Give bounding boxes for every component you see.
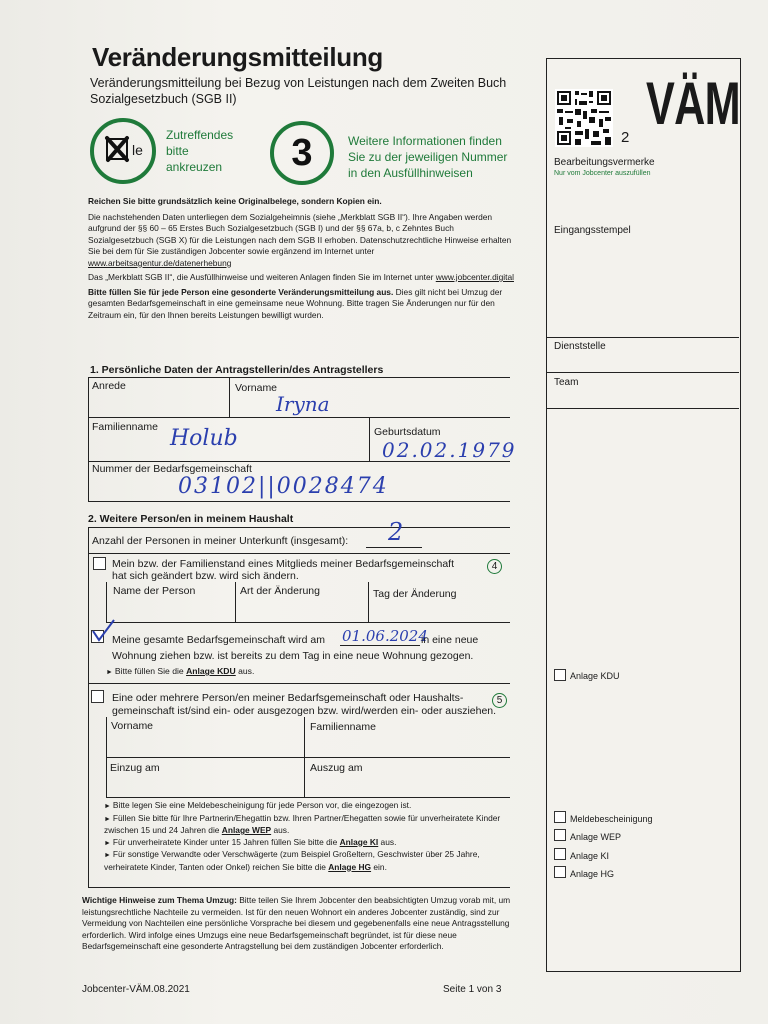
meldebescheinigung-label: Meldebescheinigung xyxy=(570,814,653,824)
bearbeitungsvermerke-label: Bearbeitungsvermerke xyxy=(554,157,655,168)
hint-item: ► Bitte legen Sie eine Meldebescheinigung für jede Person vor, die eingezogen ist. xyxy=(104,800,504,813)
einzug-am-label: Einzug am xyxy=(110,762,160,774)
familienname-label: Familienname xyxy=(92,421,158,433)
anlage-hg-checkbox[interactable] xyxy=(554,866,566,878)
hint-item: ► Für sonstige Verwandte oder Verschwägerte (zum Beispiel Großeltern, Geschwister über 25 Jahre, verheiratete Kinder, Tanten oder Onkel) reichen Sie bitte die Anlage HG ein. xyxy=(104,849,504,873)
anlage-ki-checkbox[interactable] xyxy=(554,848,566,860)
legend-number: 3 xyxy=(291,132,313,174)
anlage-wep-checkbox[interactable] xyxy=(554,829,566,841)
anlage-kdu-checkbox[interactable] xyxy=(554,669,566,681)
familienstand-checkbox[interactable] xyxy=(93,557,106,570)
bearbeitungsvermerke-note: Nur vom Jobcenter auszufüllen xyxy=(554,170,651,177)
page-subtitle: Veränderungsmitteilung bei Bezug von Leistungen nach dem Zweiten Buch Sozialgesetzbuch (SGB II) xyxy=(90,76,507,106)
anlage-hg-label: Anlage HG xyxy=(570,869,615,879)
eingangsstempel-label: Eingangsstempel xyxy=(554,225,631,236)
legend-partial-text: le xyxy=(132,142,143,158)
familienstand-text: Mein bzw. der Familienstand eines Mitglieds meiner Bedarfsgemeinschaft hat sich geändert bzw. wird sich ändern. xyxy=(112,558,454,582)
hint-list xyxy=(104,800,504,873)
intro-notice: Reichen Sie bitte grundsätzlich keine Originalbelege, sondern Kopien ein. xyxy=(88,196,382,206)
anlage-ki-label: Anlage KI xyxy=(570,851,610,861)
checkbox-legend-icon xyxy=(90,118,156,184)
bg-nummer-label: Nummer der Bedarfsgemeinschaft xyxy=(92,463,252,475)
auszug-am-label: Auszug am xyxy=(310,762,363,774)
number-legend-icon xyxy=(270,121,334,185)
anlage-ki-link[interactable]: Anlage KI xyxy=(339,836,379,847)
umzug-text-a: Meine gesamte Bedarfsgemeinschaft wird am xyxy=(112,634,326,646)
vorname-label: Vorname xyxy=(235,382,278,394)
page-digit: 2 xyxy=(621,129,630,146)
anlage-wep-link[interactable]: Anlage WEP xyxy=(221,825,272,835)
umzug-date-value[interactable]: 01.06.2024 xyxy=(342,627,428,645)
privacy-link[interactable]: www.arbeitsagentur.de/datenerhebung xyxy=(88,257,232,268)
jobcenter-link[interactable]: www.jobcenter.digital xyxy=(435,272,514,282)
hint-item: ► Füllen Sie bitte für Ihre Partnerin/Ehegattin bzw. Ihren Partner/Ehegatten sowie für unverheiratete Kinder zwischen 15 und 24 Jahren die Anlage WEP aus. xyxy=(104,813,504,837)
merkblatt-text: Das „Merkblatt SGB II“, die Ausfüllhinweise und weiteren Anlagen finden Sie im Internet unter xyxy=(88,272,434,282)
einzug-checkbox[interactable] xyxy=(91,690,104,703)
name-person-label: Name der Person xyxy=(113,585,196,597)
geburtsdatum-label: Geburtsdatum xyxy=(374,426,441,438)
anrede-label: Anrede xyxy=(92,380,126,392)
tag-aenderung-label: Tag der Änderung xyxy=(373,588,457,600)
bg-nummer-value[interactable]: 03102||0028474 xyxy=(178,474,389,499)
umzug-hint: ► Bitte füllen Sie die Anlage KDU aus. xyxy=(106,666,254,676)
umzug-text-b: in eine neue xyxy=(421,634,479,646)
meldebescheinigung-checkbox[interactable] xyxy=(554,811,566,823)
anlage-wep-label: Anlage WEP xyxy=(570,832,622,842)
separate-form-notice: Bitte füllen Sie für jede Person eine gesonderte Veränderungsmitteilung aus. xyxy=(88,286,394,297)
umzug-important-notice: Wichtige Hinweise zum Thema Umzug: Bitte teilen Sie Ihrem Jobcenter den beabsichtigten Umzug vorab mit, um leistungsrechtliche Nachteile zu vermeiden. Ist für den neuen Wohnort ein anderes Jobcenter zuständig, sind zur Vermeidung von Nachteilen eine persönliche Vorsprache bei diesem und gegebenenfalls eine neue Antragsstellung erforderlich. Wird infolge eines Umzugs eine neue Bedarfsgemeinschaft begründet, ist für diese neue Bedarfsgemeinschaft eine gesonderte Antragstellung bei dem zuständigen Jobcenter erforderlich. xyxy=(82,895,511,951)
hint-number-4: 4 xyxy=(487,559,502,574)
hint-number-5: 5 xyxy=(492,693,507,708)
anlage-hg-link[interactable]: Anlage HG xyxy=(328,861,372,872)
section-1-heading: 1. Persönliche Daten der Antragstellerin/des Antragstellers xyxy=(90,364,384,376)
einzug-vorname-label: Vorname xyxy=(111,720,154,732)
separate-form-text: Dies gilt nicht bei Umzug der gesamten Bedarfsgemeinschaft in eine gemeinsame neue Wohnung. Bitte tragen Sie Änderungen nur für den Zeitraum ein, für den Ihnen bereits Leistungen bewilligt wurden. xyxy=(88,286,503,320)
office-use-panel xyxy=(546,58,741,972)
page-number: Seite 1 von 3 xyxy=(443,984,502,995)
cross-mark-icon xyxy=(103,134,133,164)
team-label: Team xyxy=(554,377,579,388)
umzug-text-c: Wohnung ziehen bzw. ist bereits zu dem Tag in eine neue Wohnung gezogen. xyxy=(112,650,474,662)
geburtsdatum-value[interactable]: 02.02.1979 xyxy=(382,438,517,462)
vorname-value[interactable]: Iryna xyxy=(276,392,330,416)
privacy-text: Die nachstehenden Daten unterliegen dem Sozialgeheimnis (siehe „Merkblatt SGB II“). Ihre Angaben werden aufgrund der §§ 60 – 65 Erstes Buch Sozialgesetzbuch (SGB I) und der §§ 67a, b, c Zehntes Buch Sozialgesetzbuch (SGB X) für die Leistungen nach dem SGB II erhoben. Datenschutzrechtliche Hinweise erhalten Sie bei dem für Sie zuständigen Jobcenter sowie ergänzend im Internet unter xyxy=(88,211,512,256)
art-aenderung-label: Art der Änderung xyxy=(240,585,320,597)
einzug-familienname-label: Familienname xyxy=(310,721,376,733)
qr-code-icon xyxy=(555,89,613,147)
hint-item: ► Für unverheiratete Kinder unter 15 Jahren füllen Sie bitte die Anlage KI aus. xyxy=(104,837,504,850)
form-id: Jobcenter-VÄM.08.2021 xyxy=(82,984,190,995)
einzug-text: Eine oder mehrere Person/en meiner Bedarfsgemeinschaft oder Haushalts- gemeinschaft ist/sind ein- oder ausgezogen bzw. wird/werden ein- oder ausziehen. xyxy=(112,692,497,717)
legend-number-text: Weitere Informationen finden Sie zu der jeweiligen Nummer in den Ausfüllhinweisen xyxy=(348,134,508,180)
legend-check-text: Zutreffendes bitte ankreuzen xyxy=(166,128,234,174)
anzahl-value[interactable]: 2 xyxy=(388,518,404,546)
anlage-kdu-link[interactable]: Anlage KDU xyxy=(186,666,236,676)
intro-text xyxy=(88,196,516,321)
familienname-value[interactable]: Holub xyxy=(170,426,238,451)
anlage-kdu-label: Anlage KDU xyxy=(570,671,620,681)
form-code: VÄM xyxy=(646,70,740,137)
anzahl-label: Anzahl der Personen in meiner Unterkunft (insgesamt): xyxy=(92,535,349,547)
page-title: Veränderungsmitteilung xyxy=(92,42,384,72)
dienststelle-label: Dienststelle xyxy=(554,341,606,352)
section-2-heading: 2. Weitere Person/en in meinem Haushalt xyxy=(88,513,294,525)
